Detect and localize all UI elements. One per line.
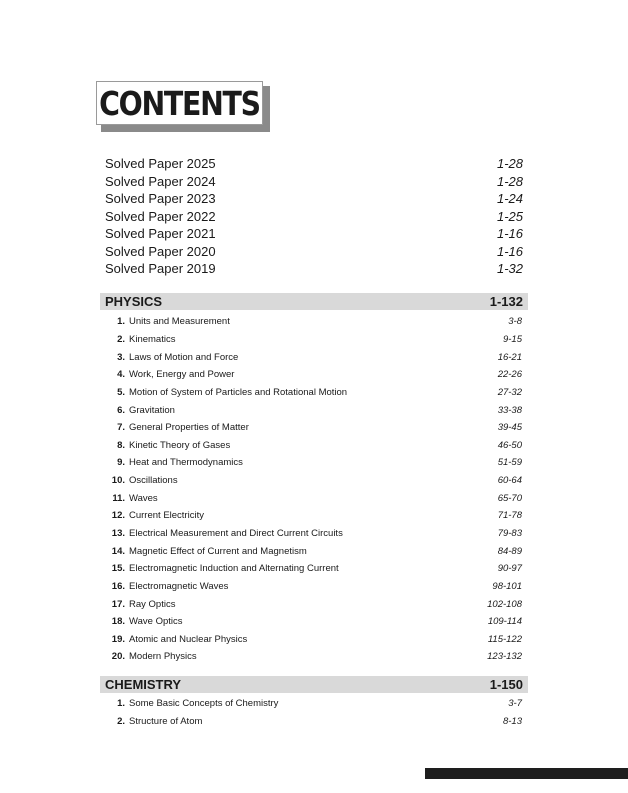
chapter-number: 2. — [117, 715, 125, 727]
chapter-name: Ray Optics — [129, 598, 176, 610]
chapter-name: Kinetic Theory of Gases — [129, 439, 231, 451]
chapter-name: General Properties of Matter — [129, 422, 249, 434]
list-item[interactable] — [105, 243, 523, 261]
chapter-pages: 3-8 — [508, 316, 522, 328]
chapter-name: Electrical Measurement and Direct Current Circuits — [129, 528, 343, 539]
chapter-name: Laws of Motion and Force — [129, 351, 239, 363]
paper-label: Solved Paper 2023 — [105, 191, 216, 207]
paper-pages: 1-28 — [496, 156, 523, 172]
paper-label: Solved Paper 2019 — [105, 261, 216, 277]
table-row[interactable] — [107, 595, 522, 613]
chapter-pages: 39-45 — [497, 422, 522, 434]
section-title: PHYSICS — [105, 294, 163, 309]
chapter-number: 15. — [111, 563, 125, 575]
chapter-name: Electromagnetic Induction and Alternating Current — [129, 563, 339, 575]
table-row[interactable] — [107, 348, 522, 366]
table-row[interactable] — [107, 713, 522, 731]
chapter-pages: 109-114 — [487, 616, 522, 628]
chapter-number: 6. — [117, 404, 125, 416]
table-row[interactable] — [107, 560, 522, 578]
chapter-pages: 51-59 — [497, 457, 522, 469]
physics-chapter-list — [107, 313, 522, 666]
title-box — [96, 81, 263, 125]
table-row[interactable] — [107, 578, 522, 596]
table-row[interactable] — [107, 631, 522, 649]
table-row[interactable] — [107, 613, 522, 631]
chapter-number: 11. — [112, 492, 125, 504]
chapter-number: 20. — [111, 651, 125, 663]
chapter-number: 7. — [117, 422, 125, 434]
section-range: 1-150 — [489, 677, 523, 692]
chapter-number: 9. — [117, 457, 125, 469]
table-row[interactable] — [107, 331, 522, 349]
table-row[interactable] — [107, 436, 522, 454]
chapter-pages: 9-15 — [502, 333, 522, 345]
chapter-number: 1. — [117, 698, 125, 710]
chapter-name: Heat and Thermodynamics — [129, 457, 243, 469]
chapter-number: 16. — [111, 580, 125, 592]
chapter-pages: 60-64 — [497, 475, 522, 487]
paper-pages: 1-25 — [496, 208, 523, 224]
chemistry-chapter-list — [107, 695, 522, 730]
chapter-name: Wave Optics — [129, 616, 183, 628]
chapter-pages: 16-21 — [497, 351, 522, 363]
footer-bar — [425, 768, 628, 779]
table-row[interactable] — [107, 401, 522, 419]
chapter-pages: 3-7 — [508, 698, 522, 710]
table-row[interactable] — [107, 648, 522, 666]
list-item[interactable] — [105, 155, 523, 173]
table-row[interactable] — [107, 472, 522, 490]
chapter-number: 1. — [117, 316, 125, 328]
list-item[interactable] — [105, 173, 523, 191]
chapter-name: Gravitation — [129, 404, 175, 416]
paper-pages: 1-32 — [496, 261, 523, 277]
chapter-pages: 46-50 — [497, 439, 522, 451]
table-row[interactable] — [107, 419, 522, 437]
chapter-number: 18. — [111, 616, 125, 628]
chapter-pages: 84-89 — [497, 545, 522, 557]
paper-pages: 1-16 — [496, 226, 523, 242]
list-item[interactable] — [105, 225, 523, 243]
section-title: CHEMISTRY — [105, 677, 182, 692]
chapter-pages: 22-26 — [497, 369, 522, 381]
chapter-name: Waves — [129, 492, 158, 504]
chapter-number: 10. — [111, 475, 125, 487]
paper-label: Solved Paper 2022 — [105, 208, 216, 224]
chapter-number: 8. — [117, 439, 125, 451]
chapter-pages: 27-32 — [497, 386, 522, 398]
chapter-name: Motion of System of Particles and Rotational Motion — [129, 386, 348, 398]
table-row[interactable] — [107, 542, 522, 560]
chapter-number: 14. — [111, 545, 125, 557]
chapter-name: Electromagnetic Waves — [129, 580, 229, 592]
chapter-name: Structure of Atom — [129, 715, 203, 727]
solved-papers-list — [105, 155, 523, 278]
chapter-name: Modern Physics — [129, 651, 197, 663]
table-row[interactable] — [107, 525, 522, 543]
chapter-name: Magnetic Effect of Current and Magnetism — [129, 545, 307, 557]
table-row[interactable] — [107, 384, 522, 402]
chapter-name: Oscillations — [129, 475, 178, 487]
chapter-number: 3. — [117, 351, 125, 363]
paper-label: Solved Paper 2020 — [105, 243, 216, 259]
chapter-pages: 115-122 — [487, 633, 522, 645]
chapter-number: 12. — [111, 510, 125, 522]
chapter-number: 5. — [117, 386, 125, 398]
chapter-pages: 79-83 — [497, 528, 522, 539]
chapter-pages: 33-38 — [497, 404, 522, 416]
chapter-pages: 8-13 — [502, 715, 522, 727]
chapter-number: 4. — [117, 369, 125, 381]
chapter-number: 17. — [111, 598, 125, 610]
chapter-pages: 71-78 — [497, 510, 522, 522]
chapter-pages: 123-132 — [487, 651, 522, 663]
section-header-physics[interactable] — [100, 293, 528, 310]
chapter-name: Some Basic Concepts of Chemistry — [129, 698, 279, 710]
paper-pages: 1-28 — [496, 173, 523, 189]
chapter-name: Atomic and Nuclear Physics — [129, 633, 248, 645]
section-header-chemistry[interactable] — [100, 676, 528, 693]
paper-label: Solved Paper 2025 — [105, 156, 216, 172]
list-item[interactable] — [105, 190, 523, 208]
table-row[interactable] — [107, 695, 522, 713]
chapter-name: Work, Energy and Power — [129, 369, 235, 381]
table-row[interactable] — [107, 507, 522, 525]
section-range: 1-132 — [489, 294, 523, 309]
paper-label: Solved Paper 2024 — [105, 173, 216, 189]
chapter-pages: 102-108 — [487, 598, 522, 610]
paper-pages: 1-24 — [496, 191, 523, 207]
table-row[interactable] — [107, 366, 522, 384]
paper-pages: 1-16 — [496, 243, 523, 259]
chapter-number: 13. — [111, 528, 125, 539]
table-row[interactable] — [107, 489, 522, 507]
chapter-name: Kinematics — [129, 333, 176, 345]
chapter-pages: 98-101 — [492, 580, 522, 592]
table-row[interactable] — [107, 454, 522, 472]
chapter-number: 2. — [117, 333, 125, 345]
chapter-pages: 90-97 — [497, 563, 522, 575]
list-item[interactable] — [105, 208, 523, 226]
chapter-pages: 65-70 — [497, 492, 522, 504]
chapter-name: Current Electricity — [129, 510, 204, 522]
chapter-name: Units and Measurement — [129, 316, 230, 328]
paper-label: Solved Paper 2021 — [105, 226, 216, 242]
page-title: CONTENTS — [99, 83, 260, 123]
list-item[interactable] — [105, 260, 523, 278]
table-row[interactable] — [107, 313, 522, 331]
chapter-number: 19. — [111, 633, 125, 645]
